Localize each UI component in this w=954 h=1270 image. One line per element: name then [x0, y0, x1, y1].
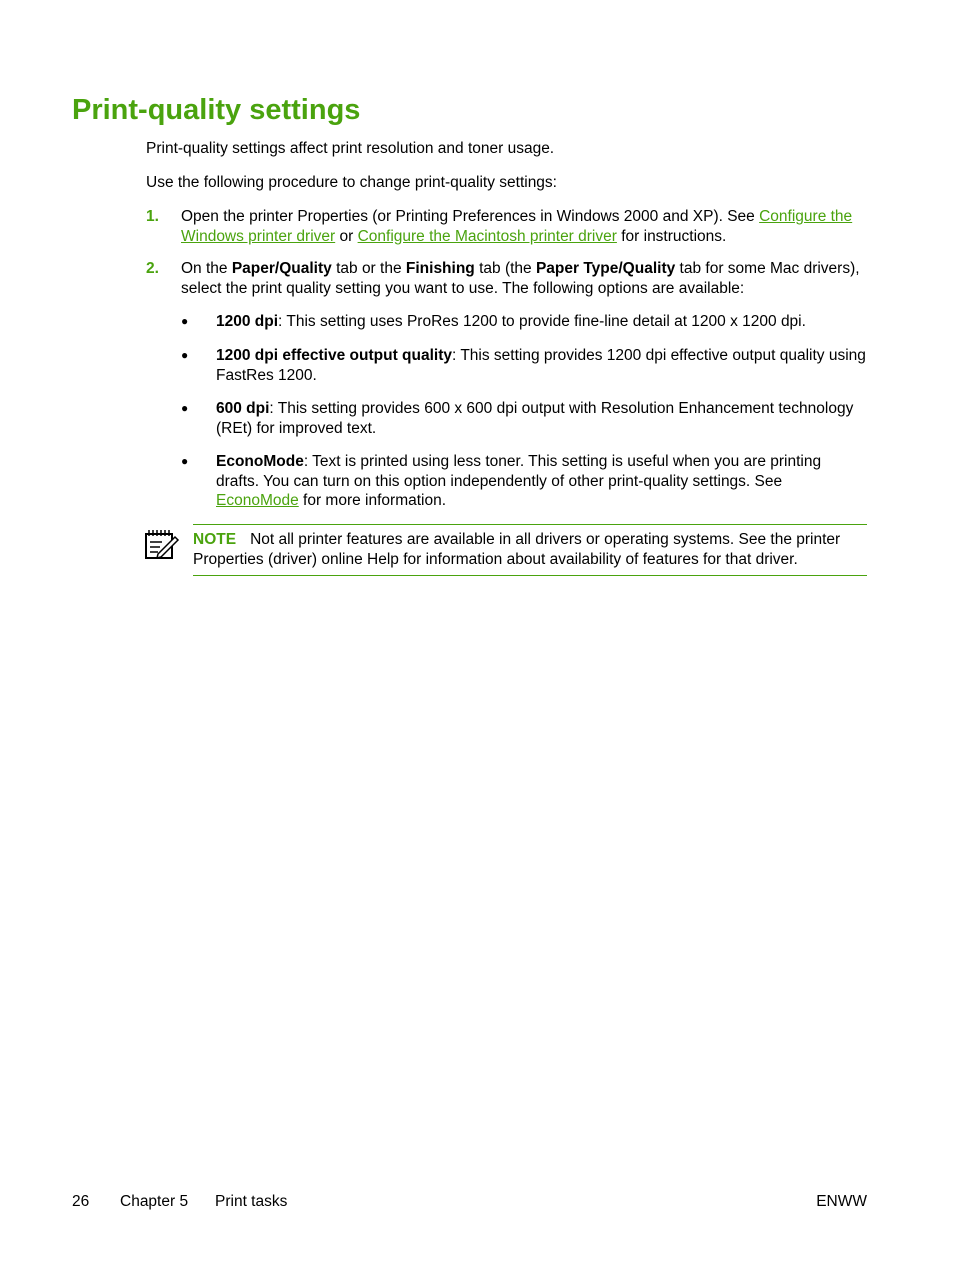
option-term: 1200 dpi effective output quality	[216, 347, 452, 364]
configure-windows-driver-link[interactable]: Configure the Windows printer driver	[181, 208, 853, 245]
step-text-part: for instructions.	[616, 227, 727, 245]
bullet-icon: ●	[181, 348, 189, 362]
step-text	[181, 259, 868, 298]
option-desc: : This setting provides 600 x 600 dpi output with Resolution Enhancement technology (REt) for improved text.	[216, 400, 854, 437]
step-text-part: tab or the	[331, 260, 406, 277]
step-1	[146, 207, 868, 246]
paper-quality-tab-label: Paper/Quality	[231, 260, 332, 277]
step-text-part: or	[335, 227, 358, 245]
option-text	[216, 399, 868, 438]
step-text-part: tab (the	[474, 260, 536, 277]
step-text-part: On the	[181, 260, 232, 277]
bullet-icon: ●	[181, 401, 189, 415]
footer-section: Print tasks	[215, 1193, 288, 1210]
option-1200dpi-effective	[181, 346, 868, 385]
step-text-part: Open the printer Properties (or Printing Preferences in Windows 2000 and XP). See	[181, 208, 760, 225]
bullet-icon: ●	[181, 454, 189, 468]
footer-chapter: Chapter 5	[120, 1193, 189, 1210]
note-label: NOTE	[193, 531, 237, 548]
option-1200dpi	[181, 312, 868, 332]
option-term: EconoMode	[216, 453, 304, 470]
option-text	[216, 346, 868, 385]
paper-type-quality-tab-label: Paper Type/Quality	[535, 260, 676, 277]
note-text: Not all printer features are available in all drivers or operating systems. See the printer Properties (driver) online Help for information about availability of features for that driver.	[193, 531, 841, 568]
option-desc: : This setting provides 1200 dpi effective output quality using FastRes 1200.	[216, 347, 866, 384]
option-term: 1200 dpi	[216, 313, 279, 330]
option-desc: : Text is printed using less toner. This setting is useful when you are printing drafts. You can turn on this option independently of other print-quality settings. See	[216, 453, 822, 490]
option-text	[216, 312, 868, 332]
finishing-tab-label: Finishing	[405, 260, 475, 277]
configure-mac-driver-link[interactable]: Configure the Macintosh printer driver	[357, 227, 617, 245]
option-600dpi	[181, 399, 868, 438]
step-2	[146, 259, 868, 298]
option-term: 600 dpi	[216, 400, 270, 417]
page-title: Print-quality settings	[72, 94, 361, 126]
step-number: 1.	[146, 208, 159, 225]
intro-paragraph: Print-quality settings affect print resolution and toner usage.	[146, 140, 555, 157]
note-box	[193, 524, 867, 576]
bullet-icon: ●	[181, 314, 189, 328]
economode-link[interactable]: EconoMode	[216, 492, 299, 509]
step-number: 2.	[146, 260, 159, 277]
option-economode	[181, 452, 868, 511]
procedure-intro: Use the following procedure to change print-quality settings:	[146, 174, 557, 191]
option-desc: for more information.	[298, 492, 447, 509]
footer-page-number: 26	[72, 1193, 90, 1210]
step-text-part: tab for some Mac drivers), select the print quality setting you want to use. The following options are available:	[181, 260, 860, 297]
footer-locale: ENWW	[816, 1193, 867, 1210]
step-text	[181, 207, 868, 246]
note-icon	[144, 528, 180, 560]
option-desc: : This setting uses ProRes 1200 to provide fine-line detail at 1200 x 1200 dpi.	[278, 313, 806, 330]
option-text	[216, 452, 868, 511]
